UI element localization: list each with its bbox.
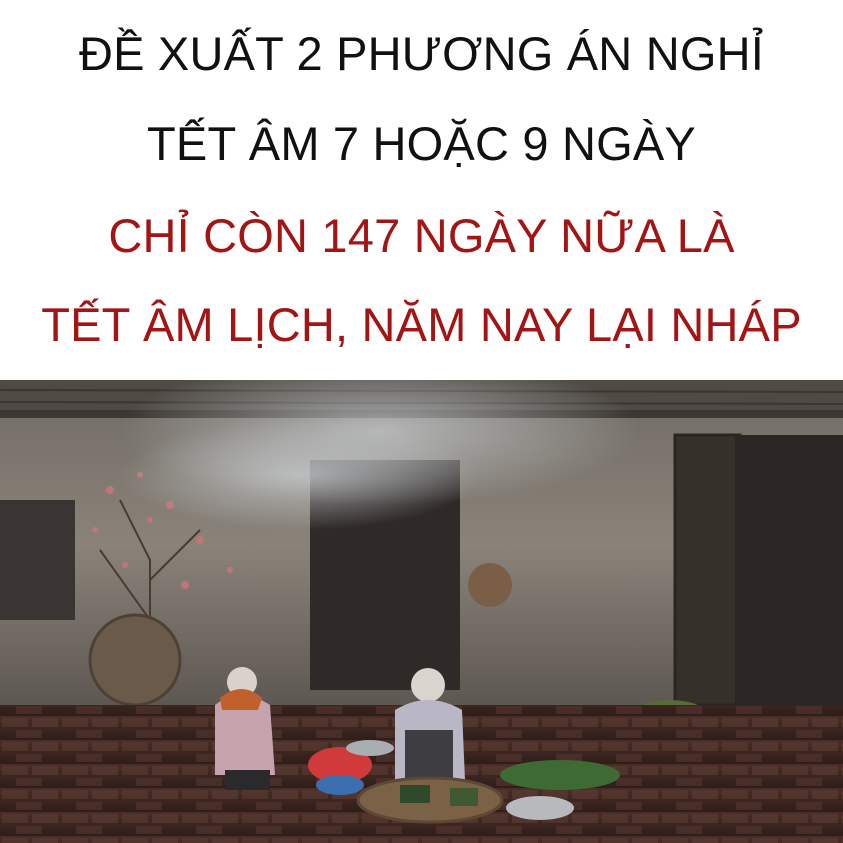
- hanging-hat: [468, 563, 512, 607]
- headline-line-3: CHỈ CÒN 147 NGÀY NỮA LÀ: [108, 209, 735, 262]
- left-window: [0, 500, 75, 620]
- woven-basket: [90, 615, 180, 705]
- headline-line-4: TẾT ÂM LỊCH, NĂM NAY LẠI NHÁP: [41, 298, 802, 351]
- wooden-door: [675, 435, 740, 705]
- banana-leaves: [500, 760, 620, 790]
- headline-line-1: ĐỀ XUẤT 2 PHƯƠNG ÁN NGHỈ: [78, 27, 765, 80]
- village-tet-photo: [0, 380, 843, 843]
- headline-line-2: TẾT ÂM 7 HOẶC 9 NGÀY: [147, 117, 696, 170]
- metal-bowl: [506, 796, 574, 820]
